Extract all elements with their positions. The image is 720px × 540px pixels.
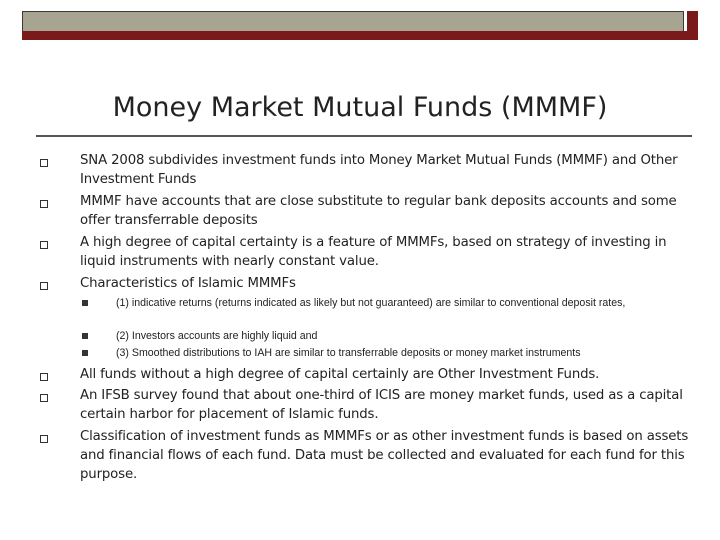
slide-title: Money Market Mutual Funds (MMMF) — [112, 92, 608, 123]
bullet-marker — [40, 435, 48, 443]
sub-bullet-text-2: (2) Investors accounts are highly liquid and — [116, 330, 318, 342]
bullet-text-6: An IFSB survey found that about one-third of ICIS are money market funds, used as a capital certain harbor for placement of Islamic funds. — [80, 388, 683, 422]
header-accent-bar — [22, 31, 698, 40]
bullet-text-4: Characteristics of Islamic MMMFs — [80, 276, 296, 291]
bullet-marker — [40, 159, 48, 167]
bullet-text-5: All funds without a high degree of capital certainly are Other Investment Funds. — [80, 367, 600, 382]
bullet-marker — [40, 373, 48, 381]
bullet-marker — [40, 200, 48, 208]
sub-bullet-text-3: (3) Smoothed distributions to IAH are similar to transferrable deposits or money market instruments — [116, 347, 581, 359]
bullet-marker — [40, 241, 48, 249]
title-divider — [36, 135, 692, 137]
bullet-marker — [40, 394, 48, 402]
bullet-text-7: Classification of investment funds as MMMFs or as other investment funds is based on assets and financial flows of each fund. Data must be collected and evaluated for each fund for this purpose. — [80, 429, 689, 482]
bullet-marker — [40, 282, 48, 290]
sub-bullet-marker — [82, 300, 88, 306]
bullet-text-3: A high degree of capital certainty is a feature of MMMFs, based on strategy of investing in liquid instruments with nearly constant value. — [80, 235, 667, 269]
sub-bullet-marker — [82, 333, 88, 339]
header-band — [22, 11, 684, 33]
sub-bullet-marker — [82, 350, 88, 356]
bullet-text-1: SNA 2008 subdivides investment funds into Money Market Mutual Funds (MMMF) and Other Investment Funds — [80, 153, 678, 187]
sub-bullet-text-1: (1) indicative returns (returns indicated as likely but not guaranteed) are similar to conventional deposit rates, — [116, 297, 626, 309]
corner-accent — [687, 11, 698, 31]
bullet-text-2: MMMF have accounts that are close substitute to regular bank deposits accounts and some offer transferrable deposits — [80, 194, 677, 228]
